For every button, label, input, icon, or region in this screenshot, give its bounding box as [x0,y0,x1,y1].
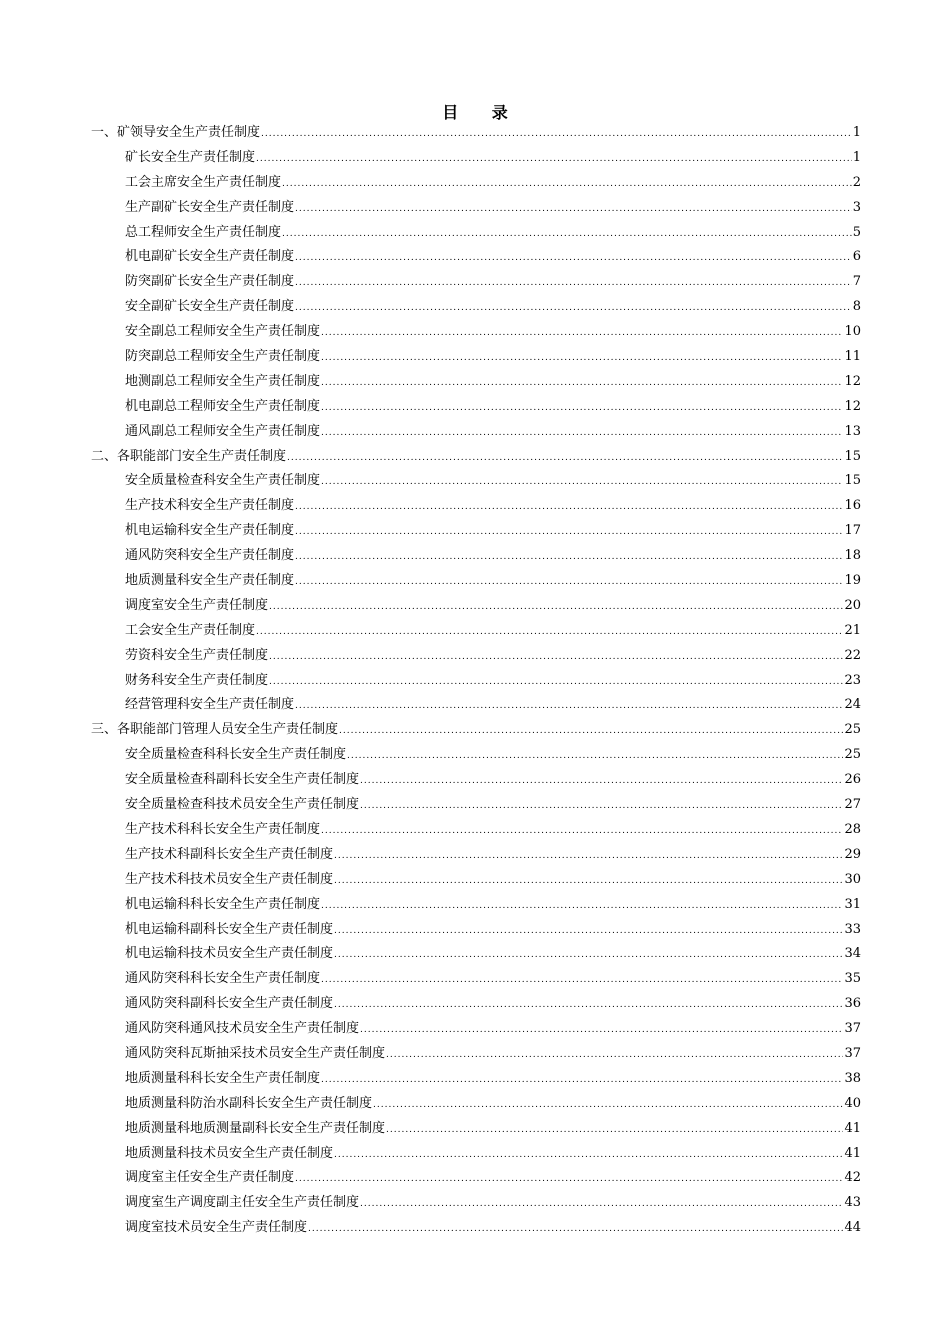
toc-dot-leader [295,197,852,222]
toc-page-number: 23 [844,672,861,688]
toc-dot-leader [282,172,852,197]
toc-entry-title: 财务科安全生产责任制度 [125,672,269,688]
toc-entry[interactable] [91,992,861,1017]
toc-entry-title: 地质测量科防治水副科长安全生产责任制度 [125,1095,373,1111]
toc-dot-leader [295,545,843,570]
toc-page-number: 34 [844,946,861,962]
toc-entry-title: 安全质量检查科副科长安全生产责任制度 [125,772,360,788]
toc-page-number: 1 [852,149,861,165]
toc-page-number: 11 [844,349,861,365]
toc-entry-title: 总工程师安全生产责任制度 [125,224,282,240]
toc-page-number: 30 [844,871,861,887]
toc-entry[interactable] [91,1092,861,1117]
toc-page-number: 25 [844,747,861,763]
toc-entry[interactable] [91,1017,861,1042]
toc-page-number: 40 [844,1095,861,1111]
toc-dot-leader [256,620,843,645]
toc-entry-title: 安全质量检查科安全生产责任制度 [125,473,321,489]
toc-dot-leader [321,968,843,993]
toc-entry[interactable] [91,196,861,221]
toc-entry[interactable] [91,843,861,868]
toc-entry[interactable] [91,395,861,420]
toc-page-number: 33 [844,921,861,937]
toc-page-number: 44 [844,1220,861,1236]
toc-section-entry[interactable] [91,445,861,470]
toc-entry-title: 安全质量检查科科长安全生产责任制度 [125,747,347,763]
toc-dot-leader [269,595,843,620]
toc-page-number: 21 [844,622,861,638]
toc-dot-leader [321,470,843,495]
toc-entry[interactable] [91,1117,861,1142]
toc-entry-title: 矿长安全生产责任制度 [125,149,256,165]
toc-entry-title: 通风防突科安全生产责任制度 [125,548,295,564]
toc-entry-title: 生产技术科科长安全生产责任制度 [125,821,321,837]
toc-entry[interactable] [91,544,861,569]
toc-dot-leader [295,296,852,321]
toc-page-number: 7 [852,274,861,290]
toc-dot-leader [287,446,843,471]
toc-dot-leader [295,495,843,520]
toc-entry[interactable] [91,370,861,395]
toc-entry-title: 通风防突科瓦斯抽采技术员安全生产责任制度 [125,1045,386,1061]
toc-entry-title: 机电运输科安全生产责任制度 [125,523,295,539]
toc-entry-title: 通风防突科科长安全生产责任制度 [125,971,321,987]
toc-dot-leader [295,694,843,719]
toc-entry[interactable] [91,942,861,967]
toc-title: 目 录 [442,103,522,122]
toc-entry-title: 防突副矿长安全生产责任制度 [125,274,295,290]
toc-entry-title: 机电副总工程师安全生产责任制度 [125,398,321,414]
toc-entry-title: 地质测量科技术员安全生产责任制度 [125,1145,334,1161]
toc-entry-title: 防突副总工程师安全生产责任制度 [125,349,321,365]
toc-entry-title: 通风防突科通风技术员安全生产责任制度 [125,1021,360,1037]
toc-page-number: 15 [844,448,861,464]
toc-page-number: 16 [844,498,861,514]
toc-page-number: 2 [852,174,861,190]
toc-entry[interactable] [91,868,861,893]
toc-page-number: 42 [844,1170,861,1186]
toc-entry[interactable] [91,146,861,171]
toc-entry-title: 生产技术科技术员安全生产责任制度 [125,871,334,887]
toc-page-number: 25 [844,722,861,738]
toc-entry[interactable] [91,519,861,544]
toc-dot-leader [334,869,843,894]
toc-entry[interactable] [91,693,861,718]
toc-dot-leader [334,1143,843,1168]
toc-dot-leader [347,744,843,769]
toc-entry[interactable] [91,345,861,370]
toc-entry-title: 劳资科安全生产责任制度 [125,647,269,663]
toc-entry[interactable] [91,221,861,246]
toc-entry[interactable] [91,768,861,793]
toc-dot-leader [321,346,843,371]
toc-dot-leader [321,371,843,396]
toc-dot-leader [321,321,843,346]
toc-entry[interactable] [91,793,861,818]
toc-entry-title: 三、各职能部门管理人员安全生产责任制度 [91,722,339,738]
toc-dot-leader [295,1167,843,1192]
toc-entry-title: 安全副矿长安全生产责任制度 [125,299,295,315]
toc-page-number: 36 [844,996,861,1012]
toc-entry-title: 安全副总工程师安全生产责任制度 [125,324,321,340]
toc-dot-leader [321,819,843,844]
toc-entry-title: 通风防突科副科长安全生产责任制度 [125,996,334,1012]
toc-dot-leader [321,894,843,919]
toc-page-number: 5 [852,224,861,240]
toc-entry[interactable] [91,420,861,445]
toc-page-number: 43 [844,1195,861,1211]
toc-dot-leader [360,794,843,819]
toc-page-number: 35 [844,971,861,987]
toc-entry[interactable] [91,320,861,345]
toc-page-number: 3 [852,199,861,215]
toc-page-number: 18 [844,548,861,564]
toc-dot-leader [295,271,852,296]
toc-page-number: 13 [844,423,861,439]
toc-dot-leader [360,1018,843,1043]
toc-section-entry[interactable] [91,121,861,146]
toc-entry-title: 经营管理科安全生产责任制度 [125,697,295,713]
toc-page-number: 37 [844,1021,861,1037]
toc-entry[interactable] [91,1216,861,1241]
toc-dot-leader [339,719,843,744]
toc-entry[interactable] [91,967,861,992]
toc-entry[interactable] [91,644,861,669]
toc-page-number: 19 [844,573,861,589]
toc-entry[interactable] [91,1166,861,1191]
toc-entry[interactable] [91,1142,861,1167]
toc-entry-title: 机电运输科技术员安全生产责任制度 [125,946,334,962]
toc-entry[interactable] [91,171,861,196]
toc-entry[interactable] [91,743,861,768]
toc-dot-leader [256,147,852,172]
toc-page-number: 29 [844,846,861,862]
toc-page-number: 8 [852,299,861,315]
toc-page-number: 27 [844,797,861,813]
toc-page-number: 38 [844,1070,861,1086]
toc-entry-title: 机电运输科科长安全生产责任制度 [125,896,321,912]
toc-page-number: 22 [844,647,861,663]
toc-page-number: 26 [844,772,861,788]
toc-page-number: 20 [844,597,861,613]
toc-page-number: 31 [844,896,861,912]
toc-entry-title: 工会主席安全生产责任制度 [125,174,282,190]
toc-entry-title: 调度室主任安全生产责任制度 [125,1170,295,1186]
toc-entry-title: 安全质量检查科技术员安全生产责任制度 [125,797,360,813]
toc-dot-leader [334,993,843,1018]
toc-dot-leader [386,1118,843,1143]
toc-entry[interactable] [91,818,861,843]
toc-page-number: 28 [844,821,861,837]
toc-page-number: 15 [844,473,861,489]
toc-entry-title: 地质测量科地质测量副科长安全生产责任制度 [125,1120,386,1136]
toc-entry[interactable] [91,1067,861,1092]
toc-entry-title: 生产副矿长安全生产责任制度 [125,199,295,215]
toc-entry[interactable] [91,295,861,320]
toc-dot-leader [269,670,843,695]
toc-page-number: 17 [844,523,861,539]
toc-dot-leader [334,943,843,968]
toc-entry-title: 生产技术科副科长安全生产责任制度 [125,846,334,862]
toc-dot-leader [334,844,843,869]
toc-page-number: 12 [844,373,861,389]
toc-entry-title: 调度室生产调度副主任安全生产责任制度 [125,1195,360,1211]
toc-entry-title: 一、矿领导安全生产责任制度 [91,125,261,140]
toc-entry[interactable] [91,893,861,918]
toc-dot-leader [321,1068,843,1093]
toc-dot-leader [295,246,852,271]
toc-dot-leader [321,421,843,446]
toc-entry[interactable] [91,918,861,943]
toc-page-number: 24 [844,697,861,713]
toc-entry-title: 调度室技术员安全生产责任制度 [125,1220,308,1236]
toc-entry[interactable] [91,469,861,494]
toc-entry[interactable] [91,569,861,594]
toc-page-number: 41 [844,1120,861,1136]
toc-entry-title: 地质测量科科长安全生产责任制度 [125,1070,321,1086]
toc-page-number: 10 [844,324,861,340]
toc-entry-title: 工会安全生产责任制度 [125,622,256,638]
toc-entry[interactable] [91,594,861,619]
toc-entry[interactable] [91,1191,861,1216]
toc-dot-leader [360,1192,843,1217]
toc-dot-leader [308,1217,843,1242]
toc-entry[interactable] [91,619,861,644]
toc-dot-leader [295,520,843,545]
toc-entry[interactable] [91,494,861,519]
toc-dot-leader [261,122,852,147]
toc-entry-title: 二、各职能部门安全生产责任制度 [91,448,287,464]
toc-entry-title: 生产技术科安全生产责任制度 [125,498,295,514]
toc-dot-leader [360,769,843,794]
toc-dot-leader [386,1043,843,1068]
toc-page-number: 37 [844,1045,861,1061]
toc-entry[interactable] [91,669,861,694]
toc-entry-title: 通风副总工程师安全生产责任制度 [125,423,321,439]
toc-entry-title: 机电运输科副科长安全生产责任制度 [125,921,334,937]
toc-dot-leader [334,919,843,944]
toc-entry-title: 调度室安全生产责任制度 [125,597,269,613]
toc-page-number: 6 [852,249,861,265]
toc-dot-leader [373,1093,843,1118]
toc-entry[interactable] [91,1042,861,1067]
toc-dot-leader [295,570,843,595]
toc-page-number: 41 [844,1145,861,1161]
toc-dot-leader [269,645,843,670]
toc-entry[interactable] [91,270,861,295]
toc-page-number: 12 [844,398,861,414]
toc-entry-title: 地测副总工程师安全生产责任制度 [125,373,321,389]
toc-dot-leader [321,396,843,421]
toc-entry-title: 机电副矿长安全生产责任制度 [125,249,295,265]
table-of-contents [91,121,861,1241]
toc-dot-leader [282,222,852,247]
toc-entry-title: 地质测量科安全生产责任制度 [125,573,295,589]
toc-page-number: 1 [852,125,861,140]
toc-entry[interactable] [91,245,861,270]
toc-section-entry[interactable] [91,718,861,743]
